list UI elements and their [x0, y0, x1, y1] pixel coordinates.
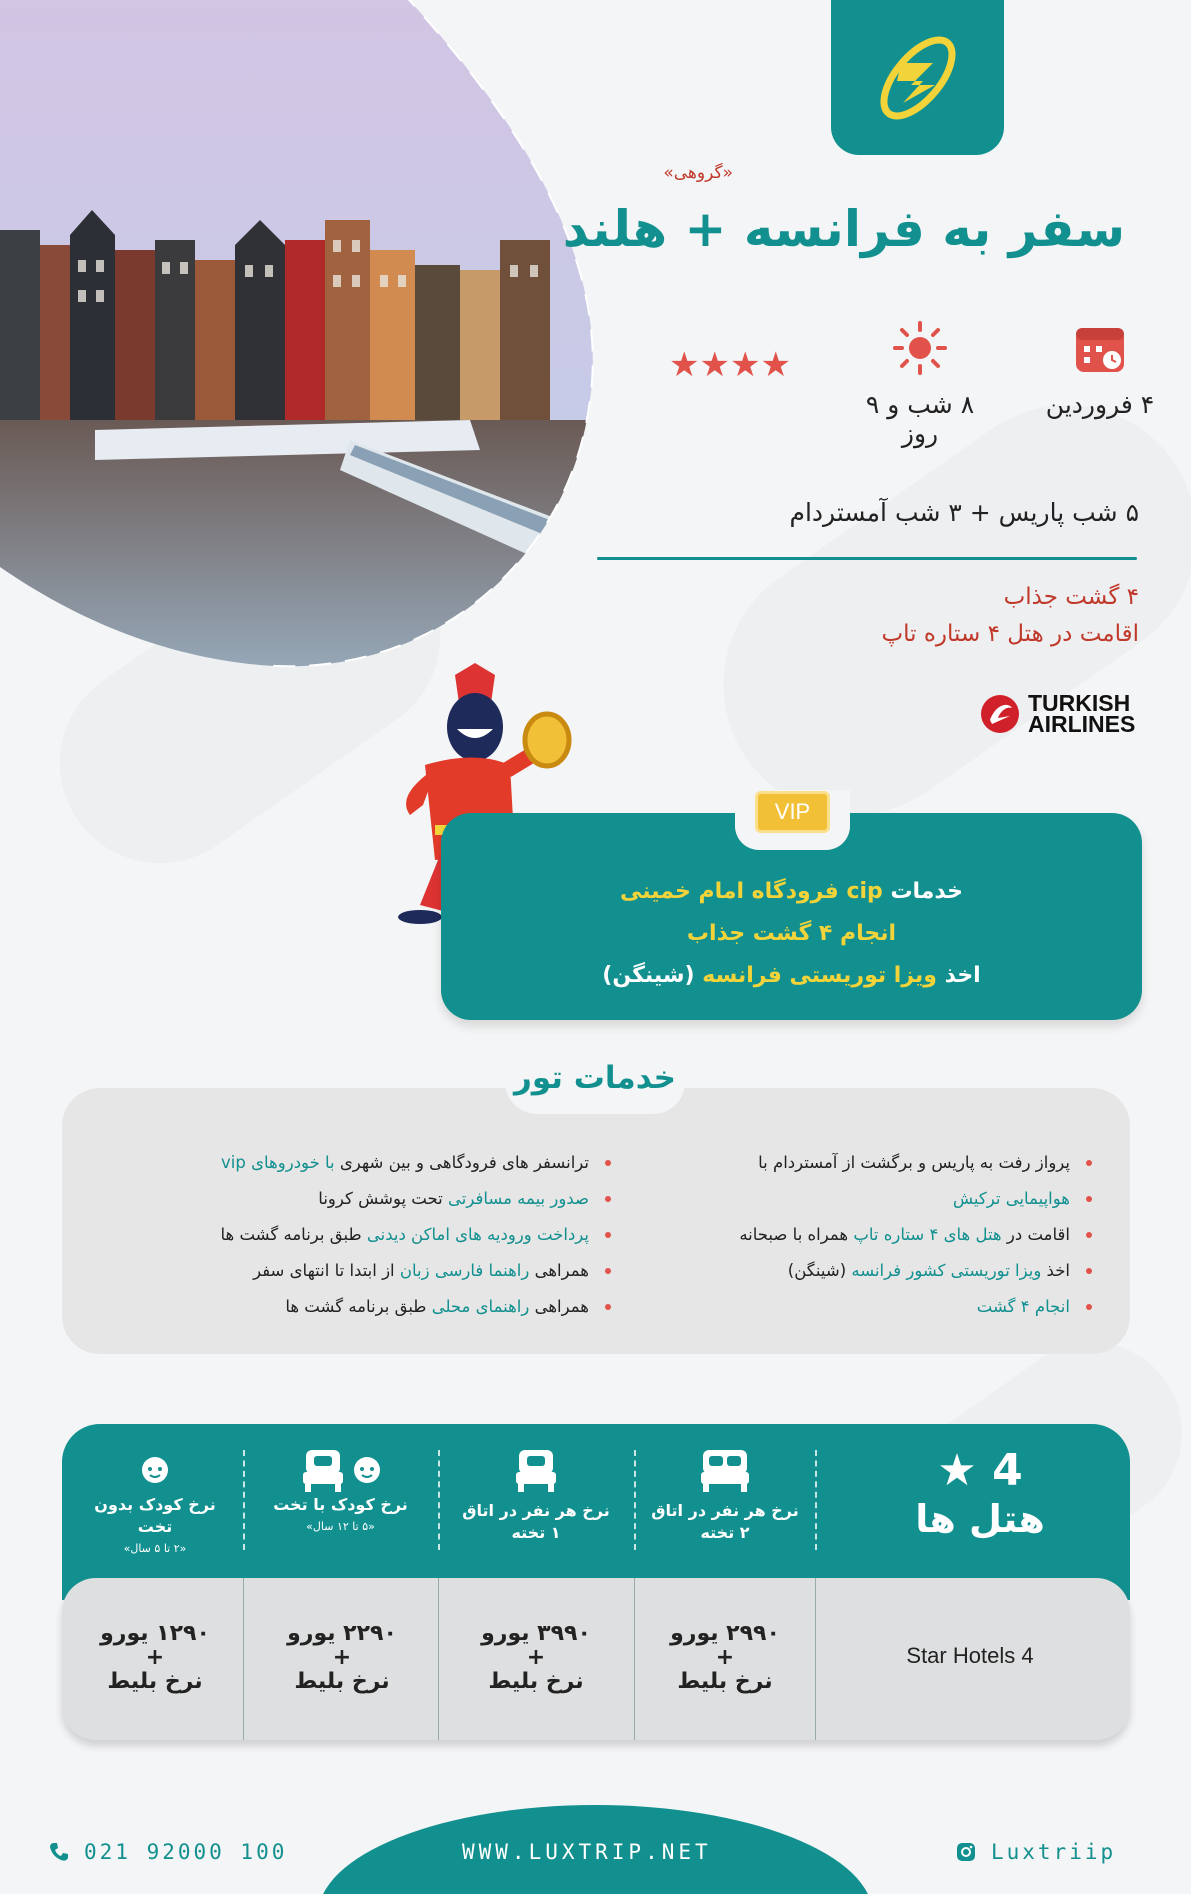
airline-line2: AIRLINES [1028, 711, 1136, 737]
star-icon: ★ [760, 345, 791, 385]
bed-icon [300, 1444, 346, 1494]
airline-line1: TURKISH [1028, 690, 1131, 716]
feature-item: اقامت در هتل ۴ ستاره تاپ [881, 621, 1139, 647]
price-single: ۳۹۹۰ یورو + نرخ بلیط [481, 1621, 591, 1694]
price-child-nobed: ۱۲۹۰ یورو + نرخ بلیط [100, 1621, 210, 1694]
price-child-bed: ۲۲۹۰ یورو + نرخ بلیط [287, 1621, 397, 1694]
vip-row: خدمات cip فرودگاه امام خمینی [619, 879, 963, 904]
bed-icon [699, 1444, 751, 1494]
service-item: هواپیمایی ترکیش [739, 1181, 1092, 1217]
service-item: انجام ۴ گشت [739, 1289, 1092, 1325]
service-item: پرداخت ورودیه های اماکن دیدنی طبق برنامه گشت ها [220, 1217, 611, 1253]
turkish-airlines-icon [980, 694, 1020, 734]
duration-label: ۸ شب و ۹ روز [865, 390, 975, 448]
column-separator [438, 1450, 440, 1550]
luxtrip-logo-icon [863, 23, 973, 133]
instagram-contact[interactable] [955, 1840, 1116, 1864]
vip-row: انجام ۴ گشت جذاب [686, 921, 897, 946]
phone-icon [48, 1841, 70, 1863]
service-item: اخذ ویزا توریستی کشور فرانسه (شینگن) [739, 1253, 1092, 1289]
sun-icon [892, 320, 948, 376]
service-item: اقامت در هتل های ۴ ستاره تاپ همراه با صبحانه [739, 1217, 1092, 1253]
services-list-left [220, 1145, 611, 1325]
amsterdam-photo [0, 0, 600, 680]
price-double: ۲۹۹۰ یورو + نرخ بلیط [670, 1621, 780, 1694]
service-item: همراهی راهنمای محلی طبق برنامه گشت ها [220, 1289, 611, 1325]
duration-block [855, 320, 985, 448]
service-item: صدور بیمه مسافرتی تحت پوشش کرونا [220, 1181, 611, 1217]
column-separator [634, 1450, 636, 1550]
col-child-bed-header: نرخ کودک با تخت «۵ تا ۱۲ سال» [258, 1444, 423, 1538]
column-separator [634, 1578, 635, 1740]
vip-badge: VIP [755, 791, 830, 833]
service-item: پرواز رفت به پاریس و برگشت از آمستردام با [739, 1145, 1092, 1181]
phone-contact[interactable] [48, 1840, 287, 1864]
date-label: ۴ فروردین [1045, 390, 1155, 419]
col-single-header: نرخ هر نفر در اتاق ۱ تخته [456, 1444, 616, 1544]
tour-title: سفر به فرانسه + هلند [562, 200, 1125, 258]
col-child-nobed-header: نرخ کودک بدون تخت «۲ تا ۵ سال» [75, 1444, 235, 1560]
column-separator [243, 1450, 245, 1550]
services-title: خدمات تور [505, 1050, 685, 1114]
baby-icon [352, 1454, 382, 1484]
service-item: ترانسفر های فرودگاهی و بین شهری با خودروهای vip [220, 1145, 611, 1181]
phone-number: 021 92000 100 [84, 1840, 288, 1864]
instagram-handle: Luxtriip [991, 1840, 1117, 1864]
rating-stars [665, 345, 795, 385]
feature-item: ۴ گشت جذاب [1003, 584, 1139, 610]
group-tag: «گروهی» [663, 163, 733, 183]
star-icon: ★ [699, 345, 730, 385]
star-icon: ★ [937, 1445, 977, 1496]
route-text: ۵ شب پاریس + ۳ شب آمستردام [789, 498, 1139, 527]
column-separator [815, 1450, 817, 1550]
brand-logo[interactable] [831, 0, 1004, 155]
bed-icon [513, 1444, 559, 1494]
column-separator [815, 1578, 816, 1740]
col-double-header: نرخ هر نفر در اتاق ۲ تخته [645, 1444, 805, 1544]
services-list-right [739, 1145, 1092, 1325]
vip-row: اخذ ویزا توریستی فرانسه (شینگن) [602, 963, 981, 988]
baby-icon [140, 1454, 170, 1484]
column-separator [243, 1578, 244, 1740]
hotels-heading: 4 ★ هتل ها [915, 1445, 1045, 1541]
website-link[interactable]: WWW.LUXTRIP.NET [462, 1840, 712, 1864]
service-item: همراهی راهنما فارسی زبان از ابتدا تا انتهای سفر [220, 1253, 611, 1289]
airline-logo [980, 690, 1136, 737]
calendar-icon [1072, 320, 1128, 376]
instagram-icon [955, 1841, 977, 1863]
divider [597, 557, 1137, 560]
column-separator [438, 1578, 439, 1740]
star-icon: ★ [730, 345, 761, 385]
star-icon: ★ [669, 345, 700, 385]
hotel-category: 4 Star Hotels [906, 1643, 1034, 1668]
date-block [1040, 320, 1160, 419]
